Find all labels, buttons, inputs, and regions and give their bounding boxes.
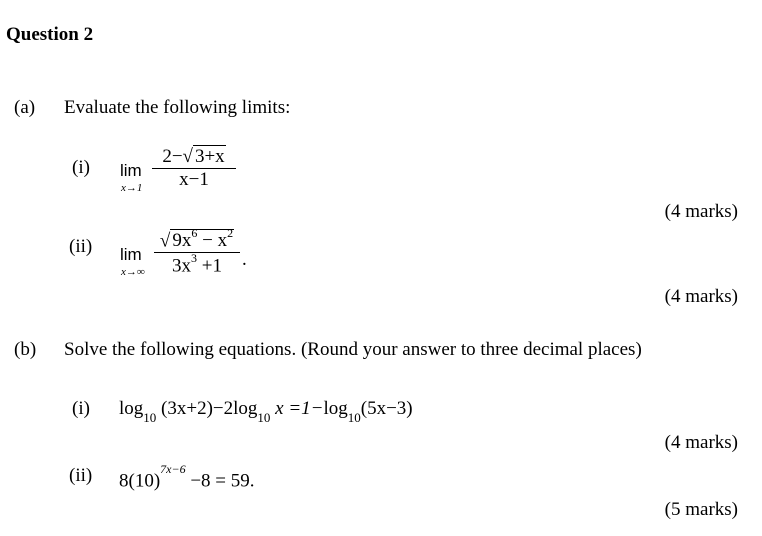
radicand-b: − x — [197, 230, 228, 252]
part-a-ii-fraction — [154, 228, 240, 278]
part-a-i-fraction — [152, 146, 236, 191]
part-b-ii-label: (ii) — [69, 465, 93, 486]
part-b-instruction: Solve the following equations. (Round your answer to three decimal places) — [64, 339, 642, 360]
eq-rest: −8 = 59. — [185, 470, 255, 492]
part-a-i-denominator: x−1 — [179, 169, 209, 190]
eq-part-3: (5x−3) — [360, 398, 413, 419]
part-a-i-lim-sub: x→1 — [121, 182, 143, 194]
part-b-label: (b) — [14, 339, 37, 360]
part-a-i-marks: (4 marks) — [664, 201, 738, 222]
part-b-i-label: (i) — [72, 398, 90, 419]
log-base-2: 10 — [257, 409, 271, 425]
radicand — [170, 226, 234, 252]
part-b-ii-equation — [119, 462, 255, 492]
part-a-ii-lim: lim — [120, 245, 142, 264]
num-prefix: 2− — [162, 146, 183, 167]
part-a-ii-label: (ii) — [69, 236, 93, 257]
sqrt-symbol: √ $9x^6 - x^2$ — [159, 226, 234, 252]
exp-b: 2 — [227, 226, 234, 240]
question-title: Question 2 — [6, 24, 94, 45]
part-a-instruction: Evaluate the following limits: — [64, 97, 291, 118]
log-1: log — [119, 398, 144, 419]
log-base-1: 10 — [143, 409, 157, 425]
part-b-ii-marks: (5 marks) — [664, 499, 738, 520]
log-2: log — [233, 398, 258, 419]
part-a-i-numerator — [152, 146, 236, 168]
den-a: 3x — [172, 255, 192, 277]
den-b: +1 — [197, 255, 222, 277]
part-a-i-label: (i) — [72, 157, 90, 178]
part-a-label: (a) — [14, 97, 36, 118]
eq-base: 8(10) — [119, 470, 161, 492]
log-3: log — [323, 398, 348, 419]
part-a-ii-numerator — [154, 228, 240, 252]
eq-part-1: (3x+2)−2 — [161, 398, 234, 419]
part-a-ii-trailing: . — [242, 249, 247, 270]
exp-a: 6 — [191, 226, 198, 240]
log-base-3: 10 — [347, 409, 361, 425]
radicand-a: 9x — [172, 230, 192, 252]
part-a-ii-denominator — [154, 253, 240, 277]
part-b-i-equation — [119, 398, 413, 423]
radicand: 3+x — [194, 146, 225, 167]
eq-exponent: 7x−6 — [160, 462, 186, 476]
eq-part-2: x =1− — [270, 398, 324, 419]
den-exp: 3 — [191, 251, 198, 266]
sqrt-symbol: √ 3+x — [182, 146, 225, 167]
part-a-ii-lim-sub: x→∞ — [121, 266, 145, 278]
part-a-ii-marks: (4 marks) — [664, 286, 738, 307]
part-a-i-lim: lim — [120, 161, 142, 180]
part-b-i-marks: (4 marks) — [664, 432, 738, 453]
